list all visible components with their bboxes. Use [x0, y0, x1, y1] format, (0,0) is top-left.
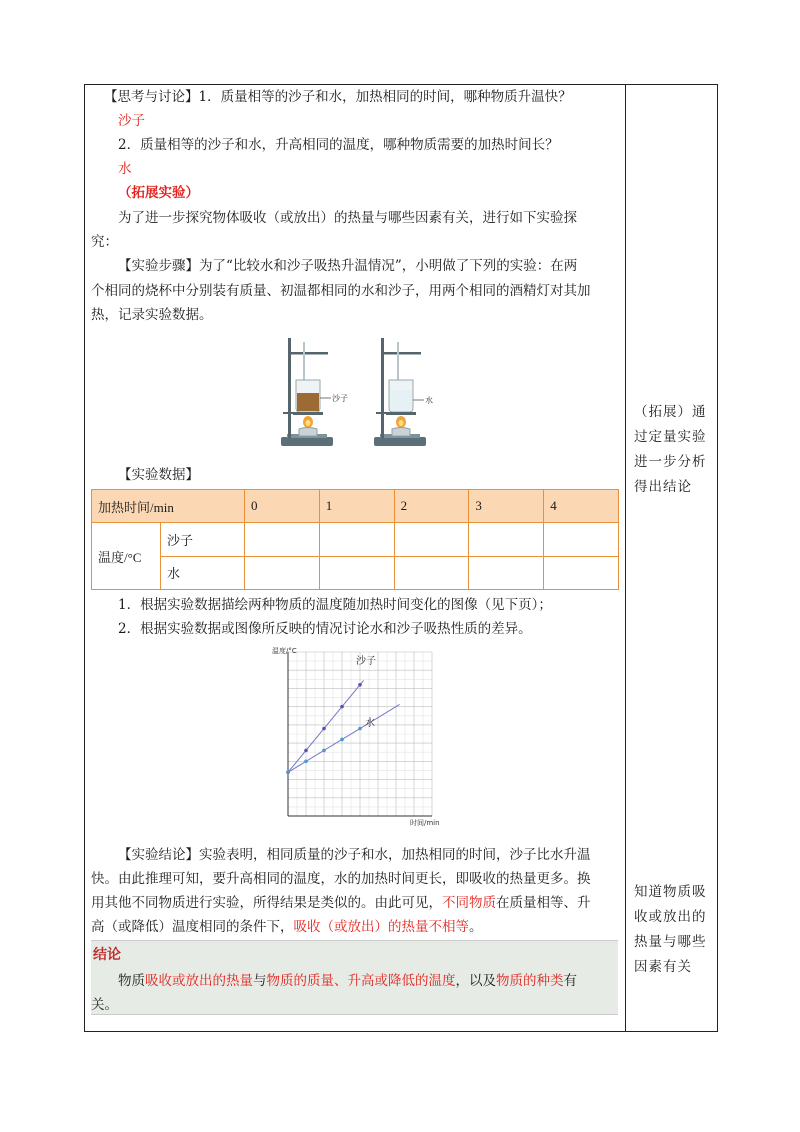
x-axis-label: 时间/min [410, 819, 440, 826]
extension-intro-line-2: 究： [91, 234, 118, 250]
chart-grid [288, 652, 432, 816]
cell-water-0 [245, 556, 320, 590]
cell-sand-4 [544, 523, 619, 557]
summary-line-1 [118, 972, 577, 990]
header-time-label: 加热时间/min [92, 490, 245, 523]
data-section-title: 【实验数据】 [118, 467, 199, 483]
header-time-3: 3 [469, 490, 544, 523]
conclusion-line-3 [91, 894, 591, 912]
header-time-0: 0 [245, 490, 320, 523]
data-point-water [322, 749, 326, 753]
water-label: 水 [425, 396, 433, 405]
conclusion-line-4-tail: 。 [469, 919, 483, 935]
discussion-answer-2: 水 [118, 161, 132, 177]
data-point-water [304, 760, 308, 764]
data-point-sand [340, 705, 344, 709]
conclusion-line-2: 快。由此推理可知，要升高相同的温度，水的加热时间更长，即吸收的热量更多。换 [91, 871, 591, 887]
data-point-water [340, 738, 344, 742]
steps-line-1: 【实验步骤】为了“比较水和沙子吸热升温情况”，小明做了下列的实验：在两 [118, 258, 578, 274]
header-time-4: 4 [544, 490, 619, 523]
cell-water-1 [319, 556, 394, 590]
series-label-water: 水 [365, 718, 375, 729]
side-note-objective: 知道物质吸收或放出的热量与哪些因素有关 [634, 884, 707, 975]
temperature-time-chart [270, 644, 440, 826]
steps-line-3: 热，记录实验数据。 [91, 307, 213, 323]
conclusion-line-4-text: 高（或降低）温度相同的条件下， [91, 919, 294, 935]
cell-water-4 [544, 556, 619, 590]
column-divider [625, 84, 626, 1032]
header-time-2: 2 [394, 490, 469, 523]
summary-s1: 物质 [118, 973, 145, 989]
summary-key-kind: 物质的种类 [496, 973, 564, 989]
row-group-label: 温度/°C [92, 523, 161, 589]
conclusion-line-1: 【实验结论】实验表明，相同质量的沙子和水，加热相同的时间，沙子比水升温 [118, 847, 591, 863]
data-point-water [358, 727, 362, 731]
data-point-sand [304, 749, 308, 753]
data-point-water [286, 770, 290, 774]
cell-sand-0 [245, 523, 320, 557]
summary-line-2: 关。 [91, 997, 118, 1013]
discussion-answer-1: 沙子 [118, 113, 145, 129]
data-table [91, 489, 619, 590]
data-table-header-row [92, 490, 619, 523]
sand-label: 沙子 [332, 394, 348, 403]
data-table-row-sand [92, 523, 619, 557]
water-setup [374, 338, 433, 446]
summary-key-mass-temp: 物质的质量、升高或降低的温度 [266, 973, 456, 989]
data-point-sand [322, 727, 326, 731]
side-note-extension: （拓展）通过定量实验进一步分析得出结论 [634, 404, 707, 495]
summary-s5: ，以及 [455, 973, 496, 989]
row-label-water: 水 [167, 566, 181, 582]
discussion-question-1: 【思考与讨论】1．质量相等的沙子和水，加热相同的时间，哪种物质升温快？ [104, 89, 572, 105]
extension-intro-line-1: 为了进一步探究物体吸收（或放出）的热量与哪些因素有关，进行如下实验探 [118, 210, 577, 226]
series-layer [286, 680, 399, 774]
task-1: 1．根据实验数据描绘两种物质的温度随加热时间变化的图像（见下页）； [118, 597, 552, 613]
extension-title: （拓展实验） [118, 185, 199, 201]
conclusion-line-4 [91, 918, 483, 936]
series-line-sand [288, 680, 364, 772]
summary-title: 结论 [93, 947, 121, 963]
series-label-sand: 沙子 [356, 656, 376, 667]
cell-sand-1 [319, 523, 394, 557]
cell-water-3 [469, 556, 544, 590]
summary-key-heat: 吸收或放出的热量 [145, 973, 253, 989]
cell-water-2 [394, 556, 469, 590]
cell-sand-2 [394, 523, 469, 557]
conclusion-line-3-tail: 在质量相等、升 [496, 895, 591, 911]
task-2: 2．根据实验数据或图像所反映的情况讨论水和沙子吸热性质的差异。 [118, 621, 532, 637]
apparatus-illustration [275, 330, 455, 452]
header-time-1: 1 [319, 490, 394, 523]
conclusion-line-3-text: 用其他不同物质进行实验，所得结果是类似的。由此可见， [91, 895, 442, 911]
discussion-question-2: 2．质量相等的沙子和水，升高相同的温度，哪种物质需要的加热时间长？ [118, 137, 559, 153]
data-point-sand [358, 683, 362, 687]
row-group-cell [92, 523, 245, 590]
conclusion-key-heat-unequal: 吸收（或放出）的热量不相等 [293, 919, 469, 935]
summary-s7: 有 [563, 973, 577, 989]
y-axis-label: 温度/°C [272, 647, 297, 655]
sand-setup [281, 338, 348, 446]
conclusion-key-different-substances: 不同物质 [442, 895, 496, 911]
steps-line-2: 个相同的烧杯中分别装有质量、初温都相同的水和沙子，用两个相同的酒精灯对其加 [91, 283, 591, 299]
summary-s3: 与 [253, 973, 267, 989]
cell-sand-3 [469, 523, 544, 557]
row-label-sand: 沙子 [161, 523, 244, 557]
